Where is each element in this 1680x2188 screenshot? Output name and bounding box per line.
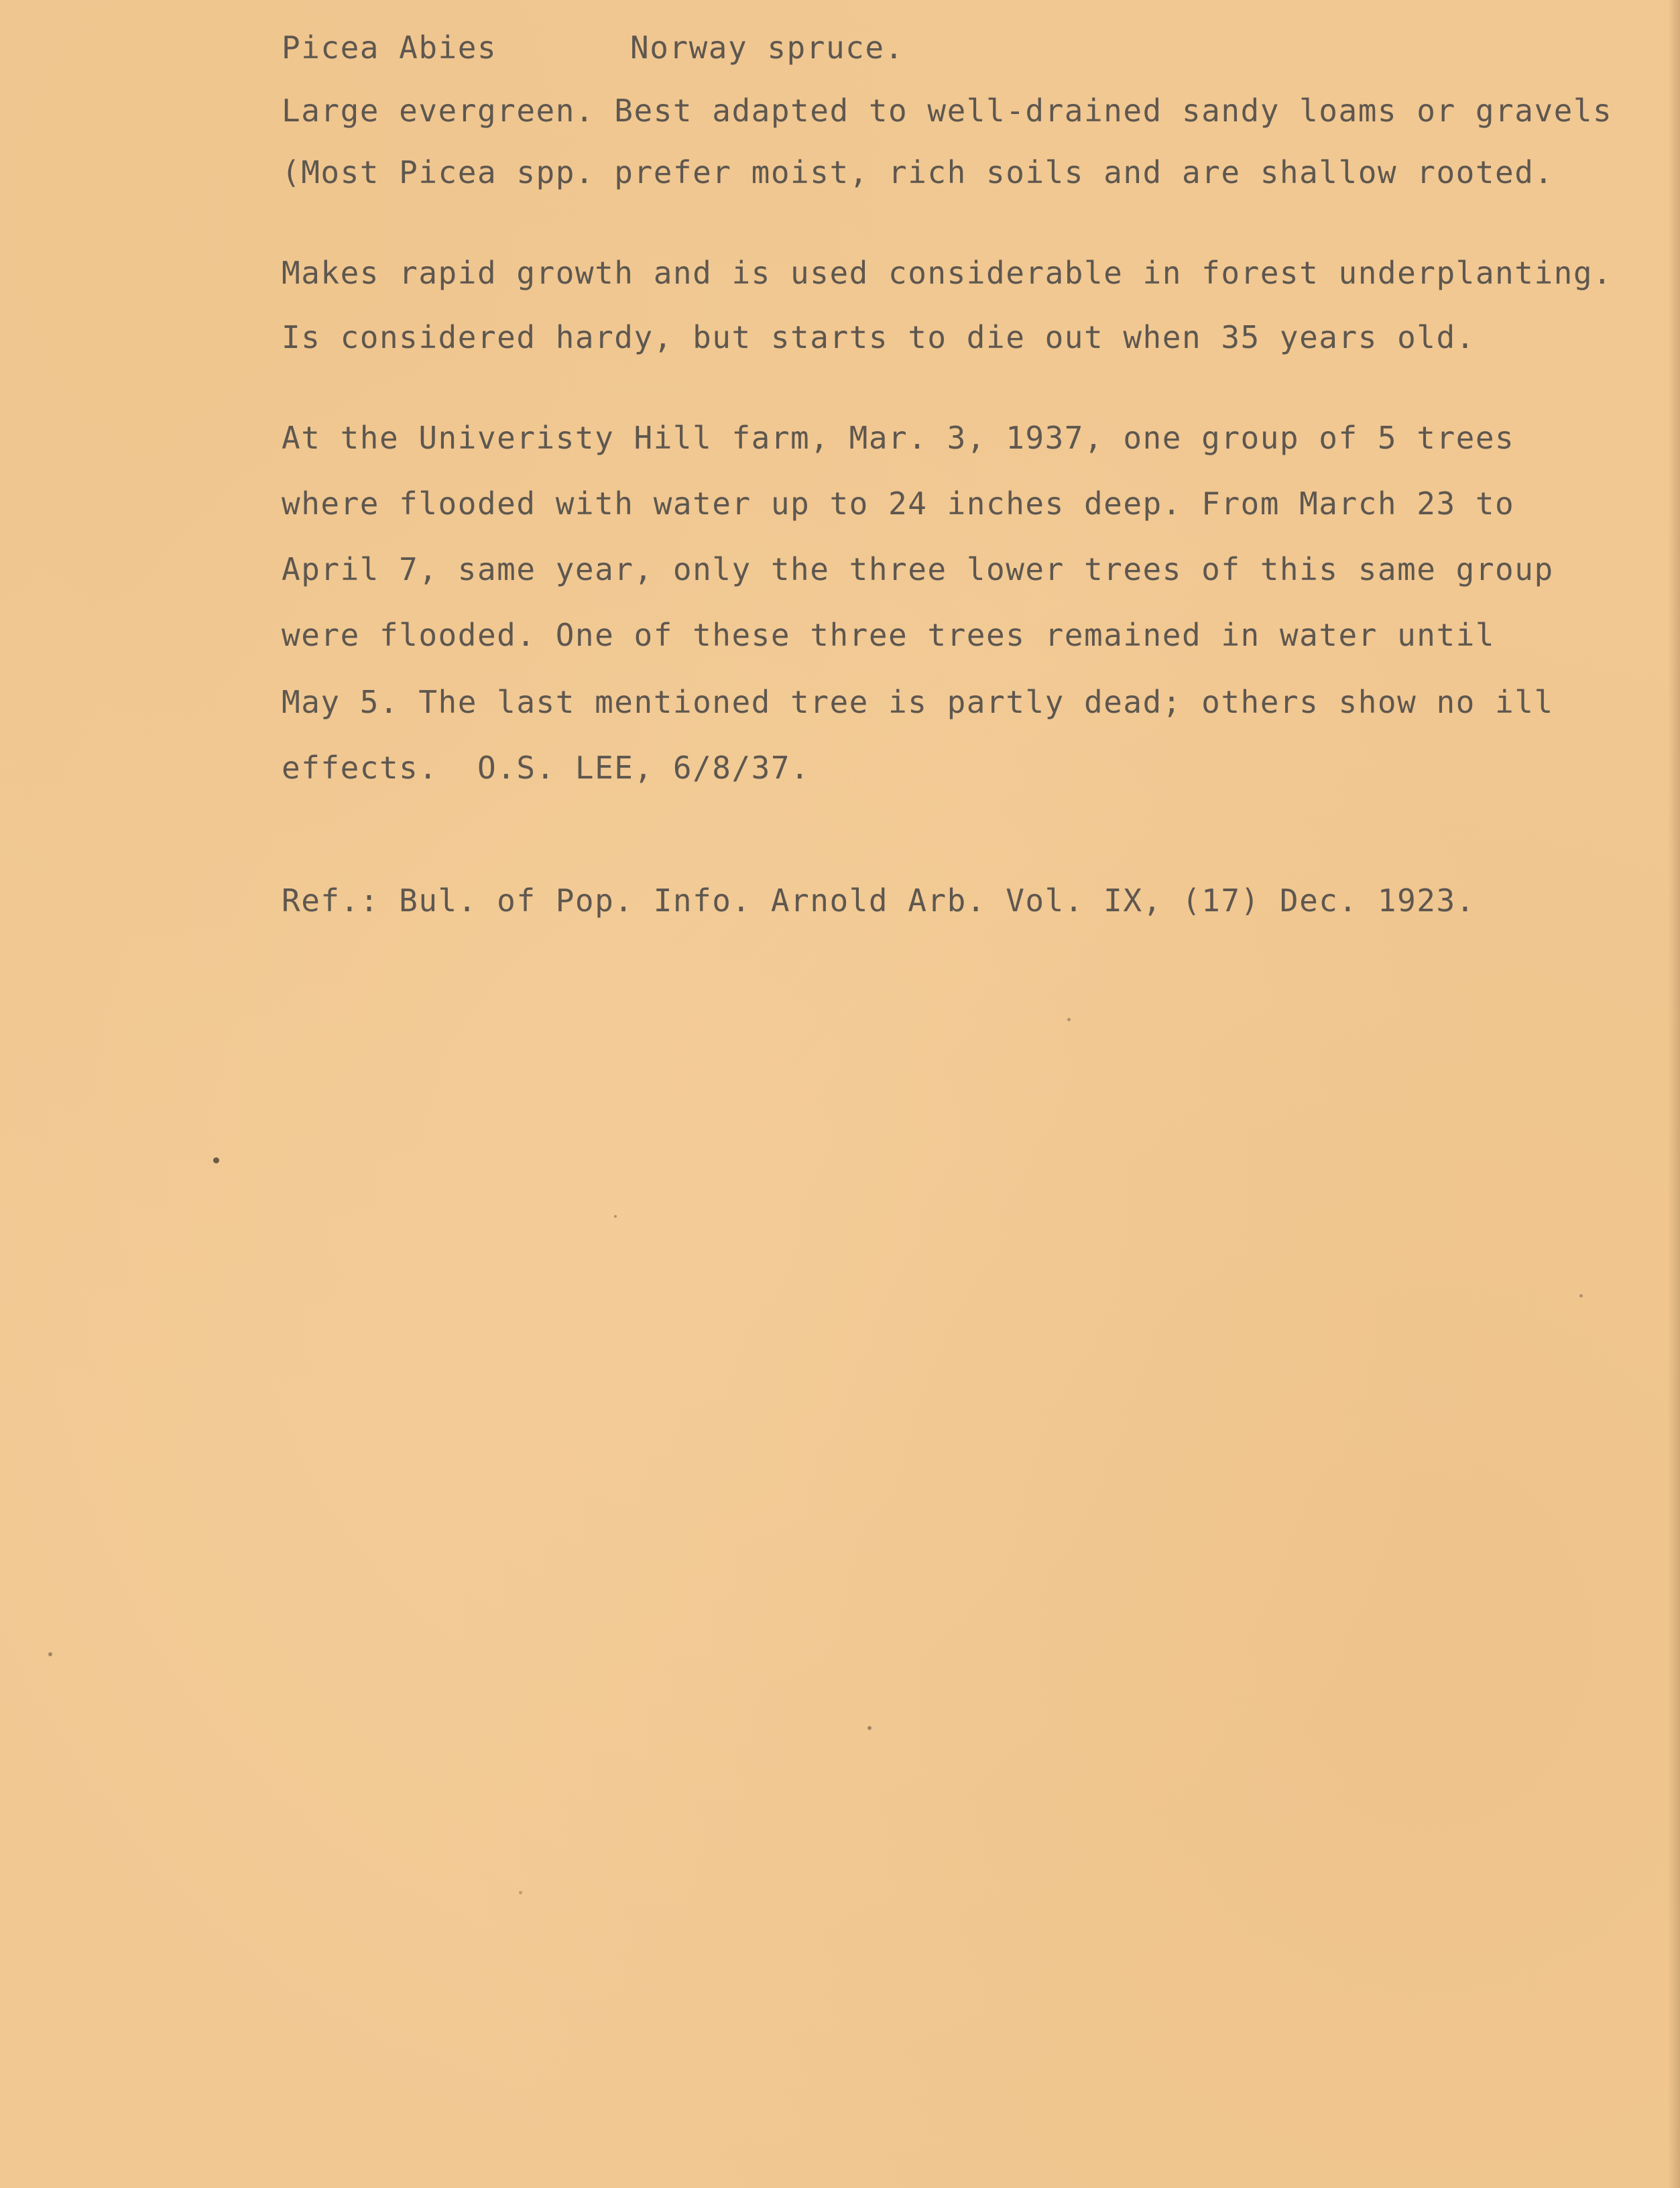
para3-line-5: May 5. The last mentioned tree is partly dead; others show no ill: [282, 684, 1554, 720]
para3-line-2: where flooded with water up to 24 inches deep. From March 23 to: [282, 485, 1515, 522]
paper-speck: [213, 1157, 219, 1163]
paper-speck: [1579, 1294, 1583, 1298]
para3-line-6: effects. O.S. LEE, 6/8/37.: [282, 750, 811, 786]
paper-speck: [614, 1215, 617, 1218]
para1-line-2: (Most Picea spp. prefer moist, rich soils and are shallow rooted.: [282, 154, 1554, 190]
species-common-name: Norway spruce.: [630, 30, 904, 66]
species-latin-name: Picea Abies: [282, 30, 497, 66]
paper-speck: [867, 1726, 872, 1730]
paper-speck: [48, 1652, 52, 1656]
reference-line: Ref.: Bul. of Pop. Info. Arnold Arb. Vol. IX, (17) Dec. 1923.: [282, 882, 1476, 919]
title-line: [282, 30, 904, 66]
para1-line-1: Large evergreen. Best adapted to well-drained sandy loams or gravels: [282, 93, 1613, 129]
para2-line-2: Is considered hardy, but starts to die out when 35 years old.: [282, 319, 1476, 355]
paper-speck: [519, 1891, 522, 1894]
para3-line-4: were flooded. One of these three trees remained in water until: [282, 617, 1496, 653]
para3-line-3: April 7, same year, only the three lower trees of this same group: [282, 551, 1554, 587]
para2-line-1: Makes rapid growth and is used considerable in forest underplanting.: [282, 255, 1613, 291]
para3-line-1: At the Univeristy Hill farm, Mar. 3, 1937, one group of 5 trees: [282, 420, 1515, 456]
paper-speck: [1067, 1018, 1071, 1021]
